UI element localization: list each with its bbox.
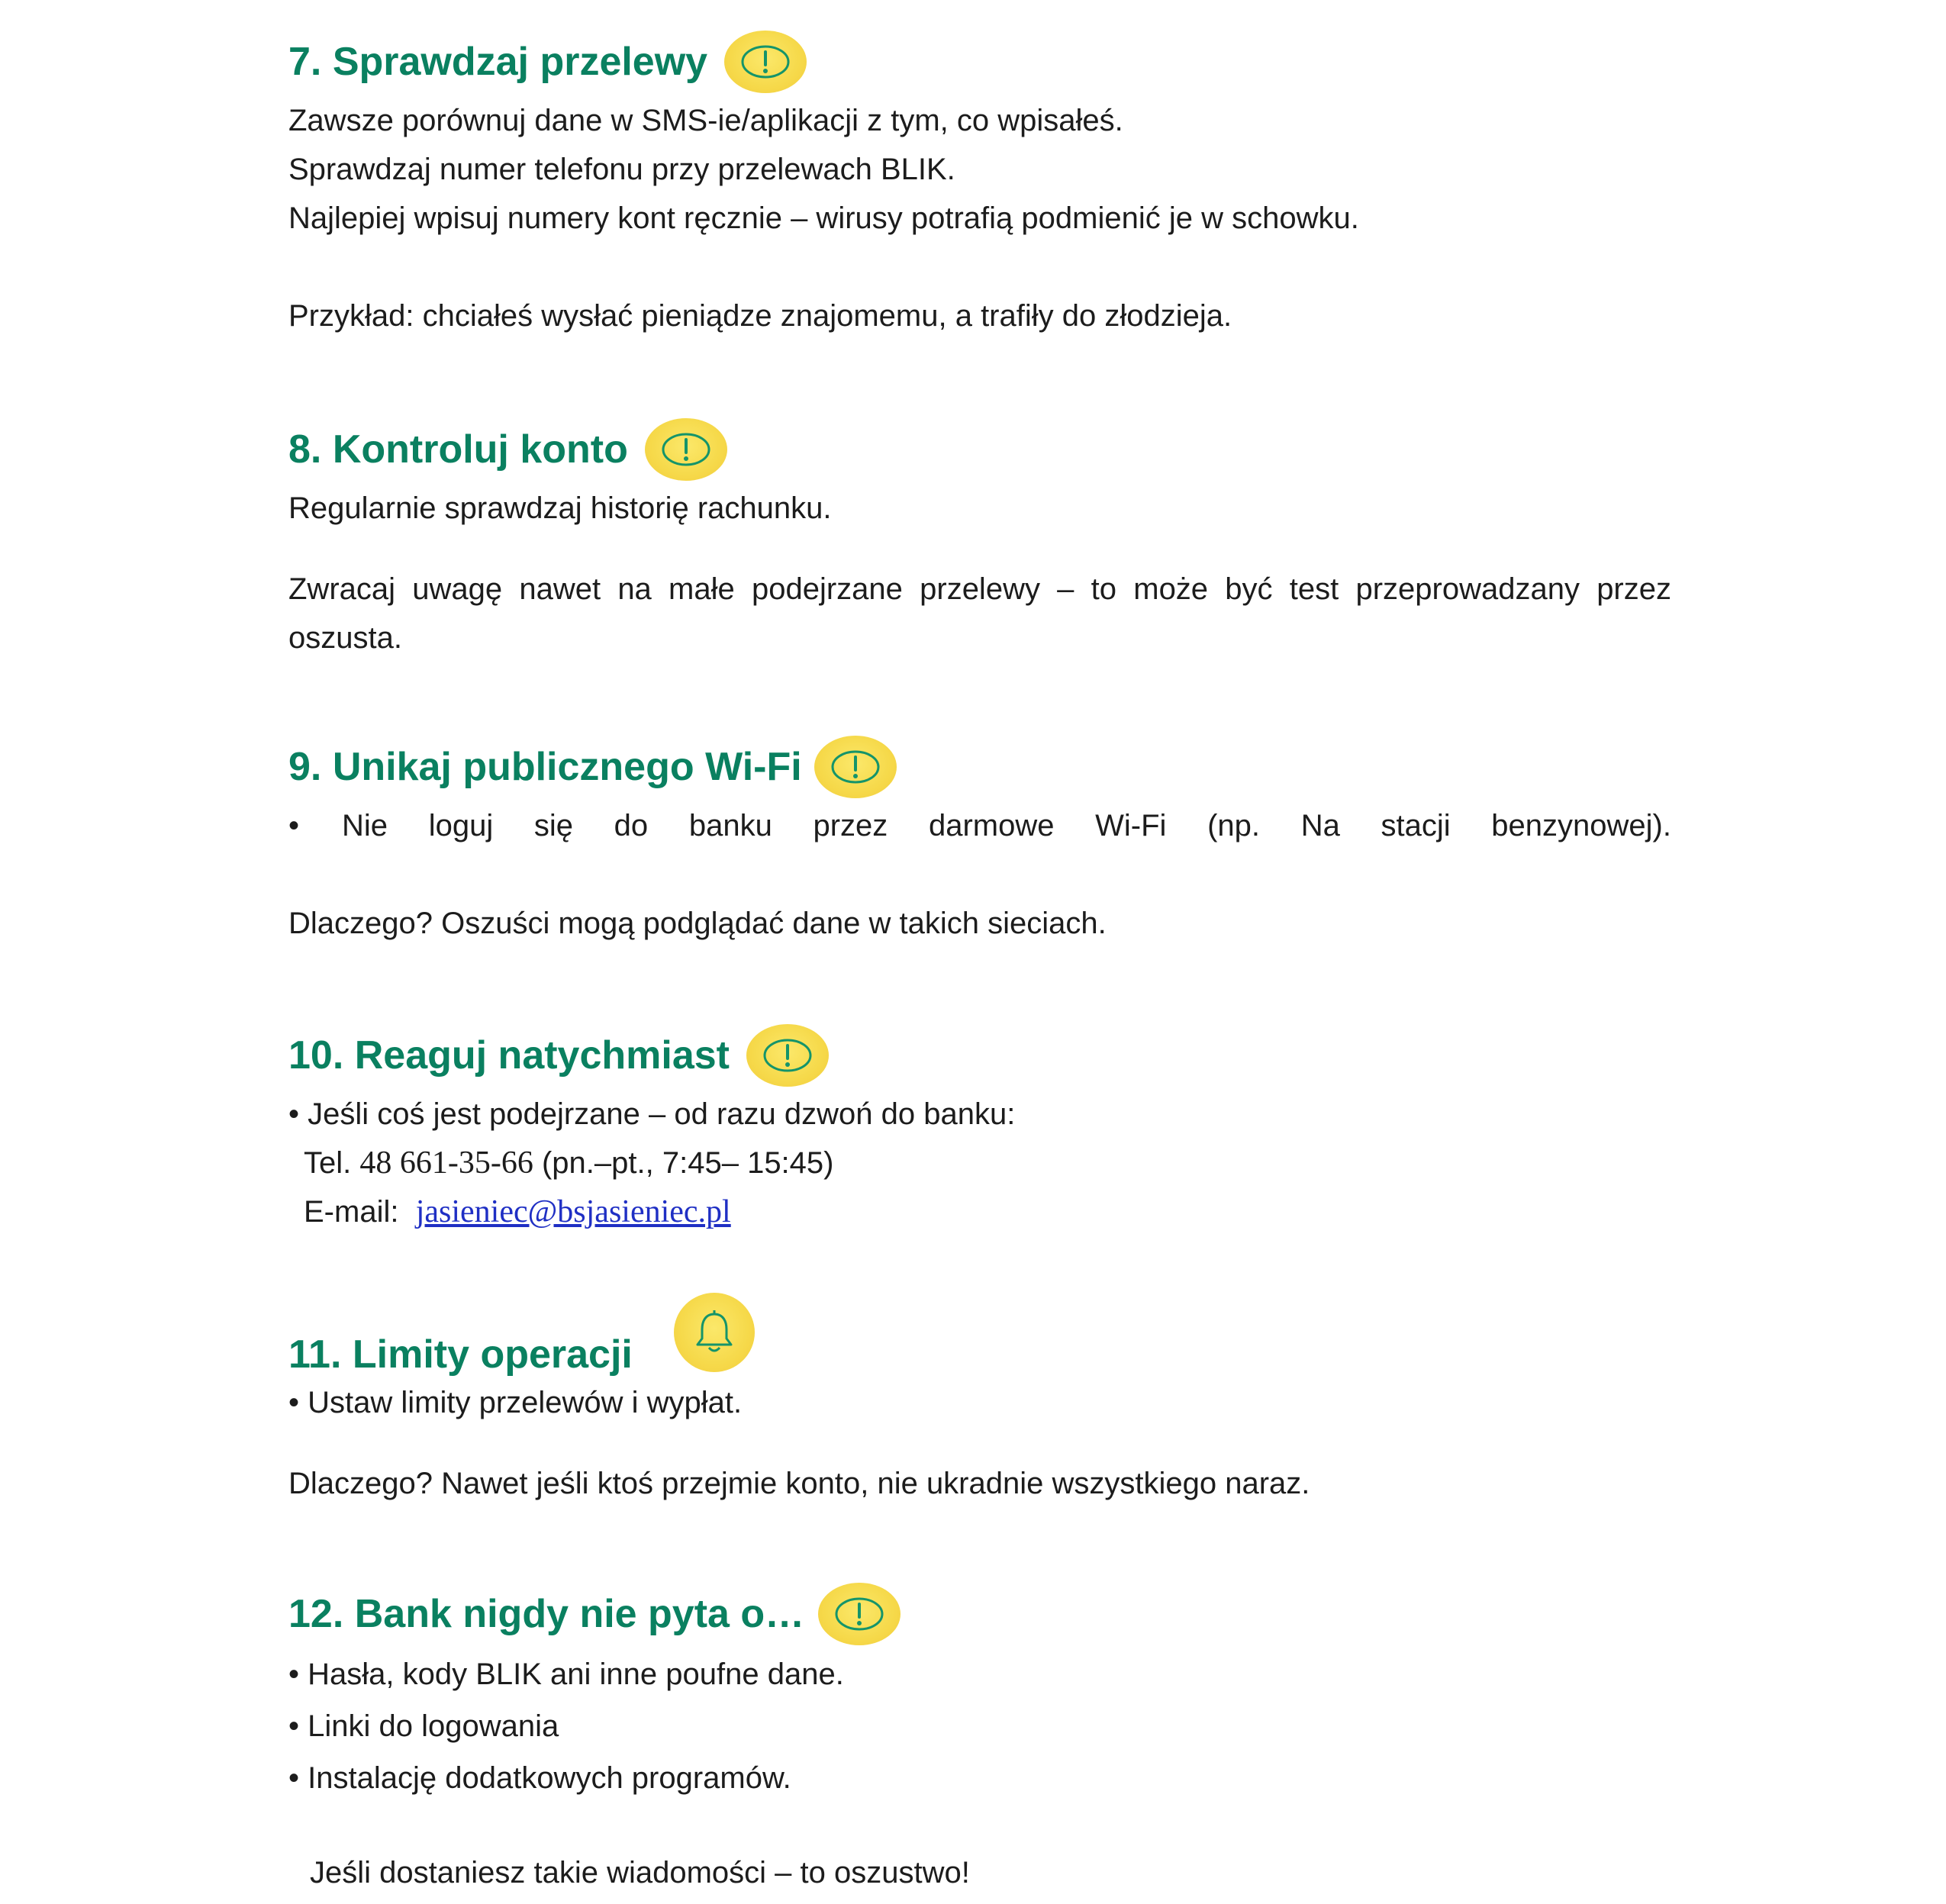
s9-bullet-text: Nie loguj się do banku przez darmowe Wi-Fi (np. Na stacji benzynowej). (342, 809, 1671, 842)
section-7 (288, 31, 1671, 340)
s10-line-1: • Jeśli coś jest podejrzane – od razu dzwoń do banku: (288, 1097, 1016, 1131)
s12-final: Jeśli dostaniesz takie wiadomości – to oszustwo! (310, 1856, 970, 1890)
s12-item-1: • Hasła, kody BLIK ani inne poufne dane. (288, 1658, 844, 1691)
section-11 (288, 1293, 1671, 1508)
s9-bullet: • (288, 809, 300, 842)
s9-why: Dlaczego? Oszuści mogą podglądać dane w takich sieciach. (288, 907, 1107, 940)
tel-number: 48 661-35-66 (359, 1145, 533, 1181)
section-8 (288, 418, 1671, 662)
s7-example: Przykład: chciałeś wysłać pieniądze znajomemu, a trafiły do złodzieja. (288, 299, 1232, 333)
section-12-heading (288, 1583, 1671, 1645)
s12-item-3: • Instalację dodatkowych programów. (288, 1761, 791, 1795)
tel-hours: (pn.–pt., 7:45– 15:45) (541, 1146, 834, 1180)
section-10-title: 10. Reaguj natychmiast (288, 1033, 730, 1078)
s9-bullet-row (288, 801, 1671, 850)
s7-line-2: Sprawdzaj numer telefonu przy przelewach BLIK. (288, 153, 955, 186)
section-12 (288, 1583, 1671, 1897)
bell-icon (674, 1293, 755, 1372)
section-10 (288, 1024, 1671, 1236)
email-label: E-mail: (304, 1195, 399, 1229)
section-8-title: 8. Kontroluj konto (288, 427, 628, 472)
email-link[interactable]: jasieniec@bsjasieniec.pl (415, 1194, 731, 1229)
section-9-heading (288, 736, 1671, 798)
exclamation-icon (818, 1583, 901, 1645)
s11-why: Dlaczego? Nawet jeśli ktoś przejmie konto, nie ukradnie wszystkiego naraz. (288, 1467, 1310, 1500)
section-7-heading (288, 31, 1671, 93)
exclamation-icon (746, 1024, 829, 1087)
s7-line-3: Najlepiej wpisuj numery kont ręcznie – wirusy potrafią podmienić je w schowku. (288, 201, 1359, 235)
s12-item-2: • Linki do logowania (288, 1709, 559, 1743)
section-7-title: 7. Sprawdzaj przelewy (288, 40, 708, 84)
section-12-title: 12. Bank nigdy nie pyta o… (288, 1592, 805, 1636)
section-8-heading (288, 418, 1671, 481)
s8-line-1: Regularnie sprawdzaj historię rachunku. (288, 491, 832, 525)
section-11-heading (288, 1293, 1671, 1381)
section-9 (288, 736, 1671, 948)
s7-line-1: Zawsze porównuj dane w SMS-ie/aplikacji z tym, co wpisałeś. (288, 104, 1123, 137)
exclamation-icon (645, 418, 727, 481)
exclamation-icon (724, 31, 807, 93)
s10-tel-row (288, 1139, 1671, 1187)
section-9-title: 9. Unikaj publicznego Wi-Fi (288, 745, 802, 789)
s10-email-row (288, 1187, 1671, 1236)
s11-line-1: • Ustaw limity przelewów i wypłat. (288, 1386, 743, 1419)
s8-line-2: Zwracaj uwagę nawet na małe podejrzane przelewy – to może być test przeprowadzany przez oszusta. (288, 572, 1671, 655)
tel-prefix: Tel. (304, 1146, 352, 1180)
exclamation-icon (814, 736, 897, 798)
section-10-heading (288, 1024, 1671, 1087)
section-11-title: 11. Limity operacji (288, 1332, 633, 1377)
